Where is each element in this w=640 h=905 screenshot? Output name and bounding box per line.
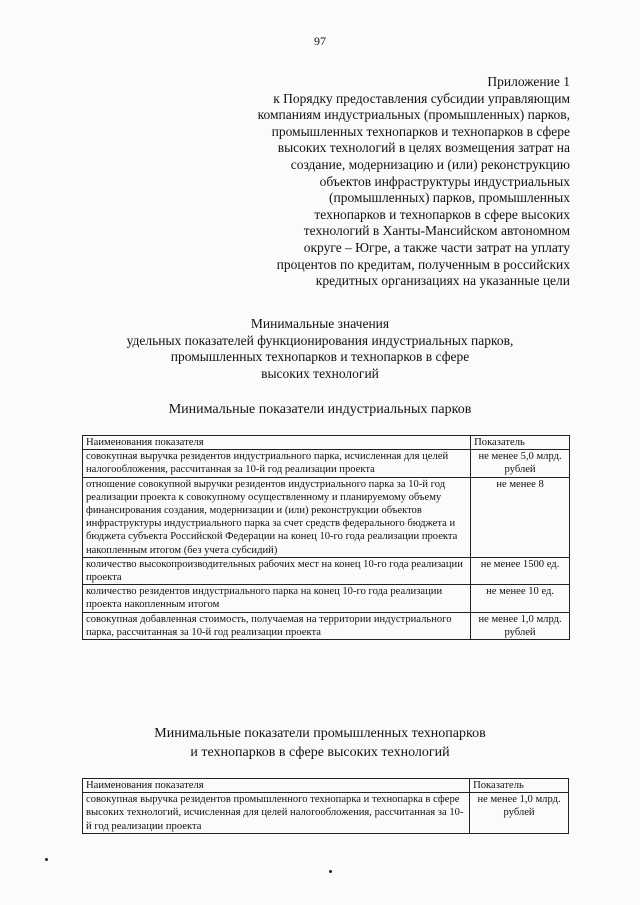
table-row xyxy=(83,585,570,612)
industrial-parks-table xyxy=(82,435,570,640)
appendix-line: процентов по кредитам, полученным в российских xyxy=(276,256,570,272)
indicator-name: совокупная выручка резидентов индустриального парка, исчисленная для целей налогообложения, рассчитанная за 10-й год реализации проекта xyxy=(83,450,471,477)
column-header-value: Показатель xyxy=(471,436,570,450)
heading-line: удельных показателей функционирования индустриальных парков, xyxy=(126,332,514,348)
heading-line: высоких технологий xyxy=(261,365,379,381)
column-header-name: Наименования показателя xyxy=(83,436,471,450)
table-header-row xyxy=(83,436,570,450)
appendix-line: объектов инфраструктуры индустриальных xyxy=(319,173,570,189)
table-row xyxy=(83,793,569,834)
technoparks-table xyxy=(82,778,569,834)
indicator-name: совокупная выручка резидентов промышленного технопарка и технопарка в сфере высоких технологий, исчисленная для целей налогообложения, рассчитанная за 10-й год реализации проекта xyxy=(83,793,470,834)
indicator-value: не менее 8 xyxy=(471,477,570,557)
appendix-line: высоких технологий в целях возмещения затрат на xyxy=(277,140,570,156)
table-row xyxy=(83,557,570,584)
indicator-value: не менее 10 ед. xyxy=(471,585,570,612)
appendix-line: Приложение 1 xyxy=(487,74,570,89)
column-header-name: Наименования показателя xyxy=(83,779,470,793)
table-header-row xyxy=(83,779,569,793)
appendix-line: округе – Югре, а также части затрат на уплату xyxy=(303,239,570,255)
indicator-name: количество высокопроизводительных рабочих мест на конец 10-го года реализации проекта xyxy=(83,557,471,584)
table2-title-line: Минимальные показатели промышленных технопарков xyxy=(154,726,486,741)
column-header-value: Показатель xyxy=(470,779,569,793)
table-row xyxy=(83,612,570,639)
table-row xyxy=(83,477,570,557)
appendix-line: (промышленных) парков, промышленных xyxy=(328,190,570,206)
appendix-line: промышленных технопарков и технопарков в сфере xyxy=(271,123,570,139)
table2-title-line: и технопарков в сфере высоких технологий xyxy=(190,744,450,760)
appendix-line: к Порядку предоставления субсидии управляющим xyxy=(273,90,570,106)
scan-speck xyxy=(329,870,332,873)
table1-title xyxy=(0,401,640,420)
table2-title xyxy=(0,725,640,762)
appendix-line: технопарков и технопарков в сфере высоких xyxy=(314,206,570,222)
scan-speck xyxy=(45,858,48,861)
appendix-line: технологий в Ханты-Мансийском автономном xyxy=(303,223,570,239)
indicator-name: количество резидентов индустриального парка на конец 10-го года реализации проекта накопленным итогом xyxy=(83,585,471,612)
heading-line: Минимальные значения xyxy=(250,316,390,331)
heading-line: промышленных технопарков и технопарков в сфере xyxy=(170,349,470,365)
indicator-name: совокупная добавленная стоимость, получаемая на территории индустриального парка, рассчитанная за 10-й год реализации проекта xyxy=(83,612,471,639)
page-number: 97 xyxy=(314,34,326,48)
table-row xyxy=(83,450,570,477)
indicator-value: не менее 5,0 млрд. рублей xyxy=(471,450,570,477)
appendix-line: кредитных организациях на указанные цели xyxy=(315,273,570,289)
document-heading xyxy=(0,316,640,382)
indicator-value: не менее 1,0 млрд. рублей xyxy=(470,793,569,834)
table1-title-text: Минимальные показатели индустриальных парков xyxy=(168,402,472,417)
indicator-name: отношение совокупной выручки резидентов индустриального парка за 10-й год реализации проекта к совокупному осуществленному и планируемому объему финансирования создания, модернизации и (или) реконструкции объектов инфраструктуры индустриального парка за счет средств федерального бюджета и бюджета субъекта Российской Федерации на конец 10-го года реализации проекта накопленным итогом (без учета субсидий) xyxy=(83,477,471,557)
indicator-value: не менее 1500 ед. xyxy=(471,557,570,584)
indicator-value: не менее 1,0 млрд. рублей xyxy=(471,612,570,639)
appendix-header xyxy=(210,74,570,290)
appendix-line: компаниям индустриальных (промышленных) парков, xyxy=(257,107,570,123)
appendix-line: создание, модернизацию и (или) реконструкцию xyxy=(290,156,570,172)
